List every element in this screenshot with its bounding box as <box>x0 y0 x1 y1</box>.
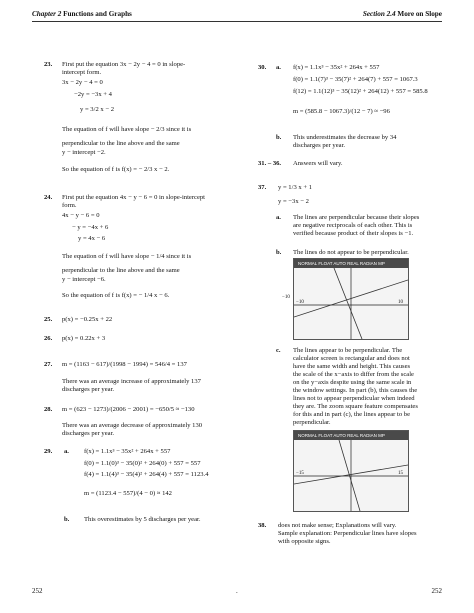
chapter-title: Functions and Graphs <box>61 10 132 18</box>
text-line: This underestimates the decrease by 34 <box>293 134 397 141</box>
equation-line: y = 3/2 x − 2 <box>80 106 114 113</box>
equation-line: p(x) = 0.22x + 3 <box>62 335 106 342</box>
text-line: intercept form. <box>62 69 102 76</box>
text-line: There was an average increase of approximately 137 <box>62 378 201 385</box>
text-line: discharges per year. <box>293 142 346 149</box>
axis-min-label: −10 <box>282 295 290 300</box>
axis-max-x: 15 <box>398 471 403 476</box>
section-title: More on Slope <box>395 10 442 18</box>
text-line: The equation of f will have slope − 2/3 since it is <box>62 126 192 133</box>
equation-line: y = −3x − 2 <box>278 198 309 205</box>
equation-line: 3x − 2y − 4 = 0 <box>62 79 103 86</box>
text-line: lines not to appear perpendicular when indeed <box>293 395 415 402</box>
text-line: First put the equation 3x − 2y − 4 = 0 in slope- <box>62 61 186 68</box>
equation-line: m = (623 − 1273)/(2006 − 2001) = −650/5 ≈ −130 <box>62 406 195 413</box>
text-line: First put the equation 4x − y − 6 = 0 in slope-intercept <box>62 194 206 201</box>
equation-line: y = 4x − 6 <box>78 235 106 242</box>
part-label: b. <box>64 516 70 523</box>
equation-line: m = (1123.4 − 557)/(4 − 0) ≈ 142 <box>84 490 172 497</box>
text-line: So the equation of f is f(x) = − 1/4 x − 6. <box>62 292 170 299</box>
text-line: the scale of the x−axis to differ from the scale <box>293 371 414 378</box>
part-label: c. <box>276 347 281 354</box>
section-label: Section 2.4 <box>362 10 396 18</box>
text-line: for this and in part (c), the lines appear to be <box>293 411 410 418</box>
problem-number: 26. <box>44 335 53 342</box>
text-line: with opposite signs. <box>278 538 331 545</box>
page-number-left: 252 <box>32 587 43 595</box>
text-line: perpendicular to the line above and the same <box>62 140 180 147</box>
equation-line: f(x) = 1.1x³ − 35x² + 264x + 557 <box>84 448 171 455</box>
header-right <box>363 10 442 18</box>
equation-line: y = 1/3 x + 1 <box>278 184 312 191</box>
text-line: does not make sense; Explanations will vary. <box>278 522 397 529</box>
problem-number: 23. <box>44 61 53 68</box>
problem-number: 38. <box>258 522 267 529</box>
equation-line: p(x) = −0.25x + 22 <box>62 316 113 323</box>
part-label: b. <box>276 249 282 256</box>
text-line: are negative reciprocals of each other. This is <box>293 222 413 229</box>
text-line: verified because product of their slopes is −1. <box>293 230 414 237</box>
part-label: a. <box>276 64 281 71</box>
text-line: form. <box>62 202 77 209</box>
footer-dot: . <box>236 587 238 595</box>
calculator-screen-c <box>293 430 409 512</box>
equation-line: m = (1163 − 617)/(1998 − 1994) = 546/4 = 137 <box>62 361 187 368</box>
problem-number: 37. <box>258 184 267 191</box>
text-line: discharges per year. <box>62 386 115 393</box>
calculator-screen-b <box>293 258 409 340</box>
chapter-label: Chapter 2 <box>32 10 62 18</box>
calculator-status-bar: NORMAL FLOAT AUTO REAL RADIAN MP <box>294 259 408 268</box>
part-label: a. <box>276 214 281 221</box>
text-line: So the equation of f is f(x) = − 2/3 x − 2. <box>62 166 170 173</box>
problem-number: 30. <box>258 64 267 71</box>
text-line: they are. The zoom square feature compensates <box>293 403 418 410</box>
equation-line: − y = −4x + 6 <box>72 224 109 231</box>
text-line: perpendicular to the line above and the same <box>62 267 180 274</box>
problem-number: 25. <box>44 316 53 323</box>
text-line: y − intercept −2. <box>62 149 106 156</box>
problem-number: 29. <box>44 448 53 455</box>
problem-number: 28. <box>44 406 53 413</box>
axis-max-x: 10 <box>398 300 403 305</box>
equation-line: f(4) = 1.1(4)³ − 35(4)² + 264(4) + 557 = 1123.4 <box>84 471 209 478</box>
equation-line: f(12) = 1.1(12)³ − 35(12)² + 264(12) + 557 = 585.8 <box>293 88 428 95</box>
text-line: The equation of f will have slope − 1/4 since it is <box>62 253 192 260</box>
text-line: perpendicular. <box>293 419 331 426</box>
text-line: The lines are perpendicular because their slopes <box>293 214 420 221</box>
axis-min-x: −10 <box>296 300 304 305</box>
equation-line: f(0) = 1.1(7)³ − 35(7)² + 264(7) + 557 = 1067.3 <box>293 76 418 83</box>
axis-min-x: −15 <box>296 471 304 476</box>
problem-number: 24. <box>44 194 53 201</box>
text-line: y − intercept −6. <box>62 276 106 283</box>
graph-b <box>294 268 408 339</box>
text-line: The lines do not appear to be perpendicular. <box>293 249 409 256</box>
text-line: calculator screen is rectangular and does not <box>293 355 410 362</box>
problem-number: 31. – 36. <box>258 160 282 167</box>
part-label: b. <box>276 134 282 141</box>
equation-line: −2y = −3x + 4 <box>74 91 112 98</box>
equation-line: 4x − y − 6 = 0 <box>62 212 100 219</box>
header-left <box>32 10 132 18</box>
part-label: a. <box>64 448 69 455</box>
text-line: the window settings. In part (b), this causes the <box>293 387 418 394</box>
text-line: This overestimates by 5 discharges per year. <box>84 516 201 523</box>
equation-line: f(0) = 1.1(0)³ − 35(0)² + 264(0) + 557 = 557 <box>84 460 201 467</box>
text-line: on the y−axis despite using the same scale in <box>293 379 412 386</box>
text-line: The lines appear to be perpendicular. The <box>293 347 403 354</box>
text-line: There was an average decrease of approximately 130 <box>62 422 203 429</box>
problem-number: 27. <box>44 361 53 368</box>
equation-line: f(x) = 1.1x³ − 35x² + 264x + 557 <box>293 64 380 71</box>
header-rule <box>32 21 442 22</box>
calculator-status-bar: NORMAL FLOAT AUTO REAL RADIAN MP <box>294 431 408 440</box>
text-line: have the same width and height. This causes <box>293 363 411 370</box>
graph-c <box>294 440 408 511</box>
equation-line: m = (585.8 − 1067.3)/(12 − 7) ≈ −96 <box>293 108 390 115</box>
text-line: Sample explanation: Perpendicular lines have slopes <box>278 530 417 537</box>
text-line: Answers will vary. <box>293 160 343 167</box>
text-line: discharges per year. <box>62 430 115 437</box>
page-number-right: 252 <box>431 587 442 595</box>
